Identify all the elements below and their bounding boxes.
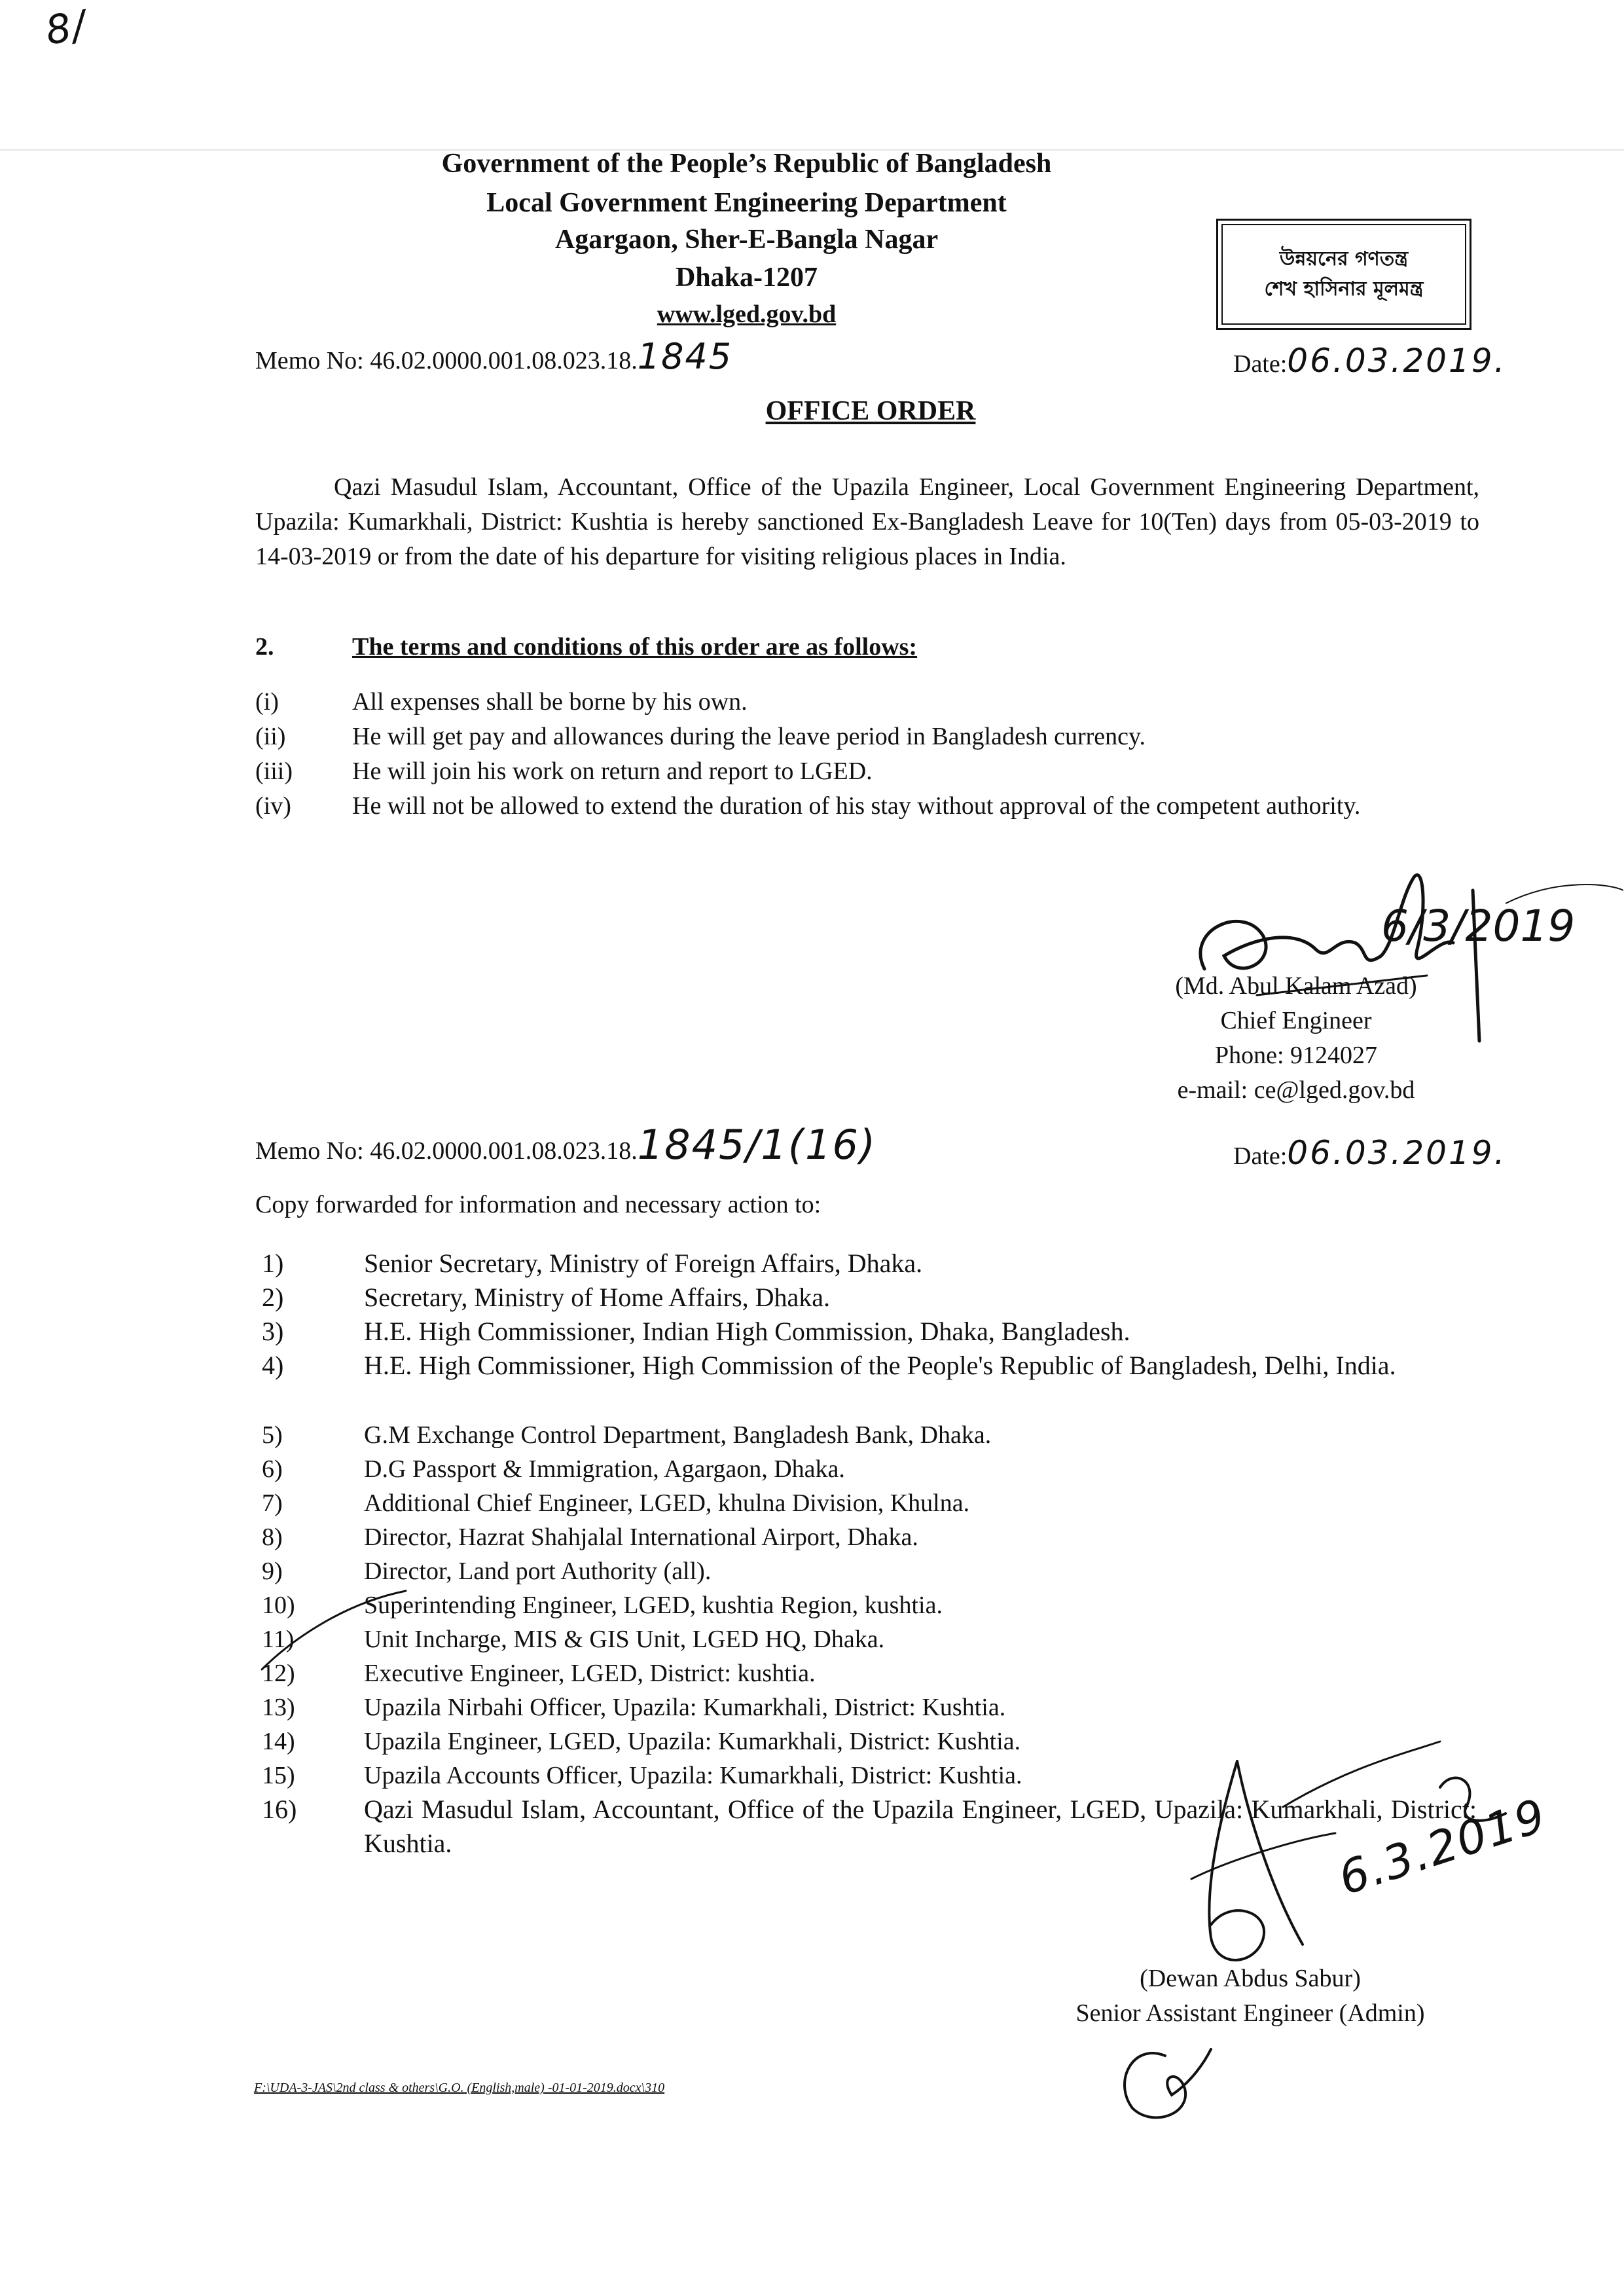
- header-department: Local Government Engineering Department: [486, 188, 1007, 218]
- list-item-text: Upazila Accounts Officer, Upazila: Kumarkhali, District: Kushtia.: [364, 1762, 1022, 1789]
- list-item-number: (ii): [255, 723, 286, 750]
- list-item-number: 13): [262, 1694, 295, 1721]
- list-item-number: 7): [262, 1489, 283, 1517]
- list-item-number: 5): [262, 1421, 283, 1449]
- memo-date-2: [1233, 1134, 1507, 1173]
- list-item-number: 11): [262, 1626, 295, 1653]
- signatory-1-block: [1113, 969, 1479, 1108]
- memo-number-handwritten: 1845/1(16): [637, 1121, 877, 1169]
- date-handwritten: 06.03.2019.: [1287, 1134, 1507, 1172]
- list-item-text: D.G Passport & Immigration, Agargaon, Dhaka.: [364, 1455, 845, 1483]
- list-item-text: Unit Incharge, MIS & GIS Unit, LGED HQ, Dhaka.: [364, 1626, 885, 1653]
- list-item-number: 10): [262, 1592, 295, 1619]
- signatory-1-email[interactable]: e-mail: ce@lged.gov.bd: [1177, 1076, 1415, 1104]
- stamp-line-1: উন্নয়নের গণতন্ত্র: [1279, 247, 1409, 270]
- list-item-number: 2): [262, 1283, 284, 1312]
- memo-label: Memo No: 46.02.0000.001.08.023.18.: [255, 347, 638, 374]
- date-label: Date:: [1233, 350, 1288, 378]
- list-item-text: He will get pay and allowances during the leave period in Bangladesh currency.: [352, 723, 1146, 750]
- list-item-number: 14): [262, 1728, 295, 1755]
- list-item-number: (i): [255, 688, 279, 716]
- header-city: Dhaka-1207: [675, 263, 818, 293]
- list-item-number: 12): [262, 1660, 295, 1687]
- terms-list: [0, 685, 1624, 862]
- date-label: Date:: [1233, 1142, 1288, 1170]
- signatory-2-name: (Dewan Abdus Sabur): [1140, 1965, 1361, 1992]
- list-item-text: He will join his work on return and report to LGED.: [352, 757, 873, 785]
- list-item-text: Superintending Engineer, LGED, kushtia Region, kushtia.: [364, 1592, 943, 1619]
- header-address: Agargaon, Sher-E-Bangla Nagar: [554, 225, 939, 255]
- list-item-text: G.M Exchange Control Department, Bangladesh Bank, Dhaka.: [364, 1421, 992, 1449]
- list-item-text: Upazila Engineer, LGED, Upazila: Kumarkhali, District: Kushtia.: [364, 1728, 1021, 1755]
- signatory-1-designation: Chief Engineer: [1220, 1007, 1372, 1034]
- header-government: Government of the People’s Republic of Bangladesh: [441, 149, 1052, 179]
- list-item-number: 1): [262, 1248, 284, 1278]
- list-item-text: H.E. High Commissioner, High Commission of the People's Republic of Bangladesh, Delhi, India.: [364, 1351, 1396, 1380]
- list-item-number: 8): [262, 1523, 283, 1551]
- signatory-2-block: [1008, 1961, 1492, 2031]
- copy-forwarded-intro: Copy forwarded for information and necessary action to:: [255, 1191, 821, 1218]
- memo-number-handwritten: 1845: [637, 336, 733, 377]
- list-item-text: Executive Engineer, LGED, District: kushtia.: [364, 1660, 816, 1687]
- corner-handwritten-mark: 8/: [42, 2, 90, 54]
- list-item-number: (iv): [255, 792, 291, 820]
- memo-label: Memo No: 46.02.0000.001.08.023.18.: [255, 1137, 638, 1165]
- list-item-number: 6): [262, 1455, 283, 1483]
- memo-number-1: [255, 336, 733, 377]
- list-item-number: (iii): [255, 757, 293, 785]
- list-item-text: He will not be allowed to extend the duration of his stay without approval of the competent authority.: [352, 792, 1361, 820]
- list-item-number: 9): [262, 1558, 283, 1585]
- office-order-title: OFFICE ORDER: [765, 396, 976, 426]
- stamp-line-2: শেখ হাসিনার মূলমন্ত্র: [1264, 278, 1424, 301]
- header-website-link[interactable]: www.lged.gov.bd: [657, 301, 837, 328]
- signatory-1-phone: Phone: 9124027: [1214, 1042, 1378, 1069]
- list-item-text: Qazi Masudul Islam, Accountant, Office of the Upazila Engineer, LGED, Upazila: Kumarkhali, District: Kushtia.: [364, 1795, 1477, 1858]
- signature-1-date-handwritten: 6/3/2019: [1381, 901, 1576, 951]
- list-item-text: All expenses shall be borne by his own.: [352, 688, 748, 716]
- slogan-stamp: [1216, 219, 1471, 330]
- terms-number: 2.: [255, 633, 274, 661]
- body-paragraph: Qazi Masudul Islam, Accountant, Office of the Upazila Engineer, Local Government Engineering Department, Upazila: Kumarkhali, District: Kushtia is hereby sanctioned Ex-Bangladesh Leave for 10(Ten) days from 05-03-2019 to 14-03-2019 or from the date of his departure for visiting religious places in India.: [255, 473, 1479, 570]
- date-handwritten: 06.03.2019.: [1287, 342, 1507, 380]
- list-item-text: Director, Hazrat Shahjalal International Airport, Dhaka.: [364, 1523, 918, 1551]
- list-item-text: Secretary, Ministry of Home Affairs, Dhaka.: [364, 1283, 831, 1312]
- list-item-text: H.E. High Commissioner, Indian High Commission, Dhaka, Bangladesh.: [364, 1317, 1130, 1346]
- list-item-number: 16): [262, 1795, 297, 1824]
- file-path-footer: F:\UDA-3-JAS\2nd class & others\G.O. (English,male) -01-01-2019.docx\310: [254, 2081, 665, 2095]
- list-item-text: Additional Chief Engineer, LGED, khulna Division, Khulna.: [364, 1489, 970, 1517]
- signatory-2-designation: Senior Assistant Engineer (Admin): [1075, 1999, 1425, 2027]
- list-item-number: 4): [262, 1351, 284, 1380]
- terms-heading: The terms and conditions of this order are as follows:: [352, 633, 918, 661]
- list-item-text: Upazila Nirbahi Officer, Upazila: Kumarkhali, District: Kushtia.: [364, 1694, 1006, 1721]
- signature-2-date-handwritten: 6.3.2019: [1332, 1788, 1553, 1906]
- list-item-text: Director, Land port Authority (all).: [364, 1558, 712, 1585]
- check-mark-drawing: [249, 1571, 419, 1676]
- initials-drawing: [1106, 2030, 1237, 2134]
- list-item-number: 3): [262, 1317, 284, 1346]
- signatory-1-name: (Md. Abul Kalam Azad): [1175, 972, 1417, 1000]
- list-item-number: 15): [262, 1762, 295, 1789]
- memo-date-1: [1233, 344, 1506, 380]
- list-item-text: Senior Secretary, Ministry of Foreign Affairs, Dhaka.: [364, 1248, 923, 1278]
- memo-number-2: [255, 1121, 877, 1169]
